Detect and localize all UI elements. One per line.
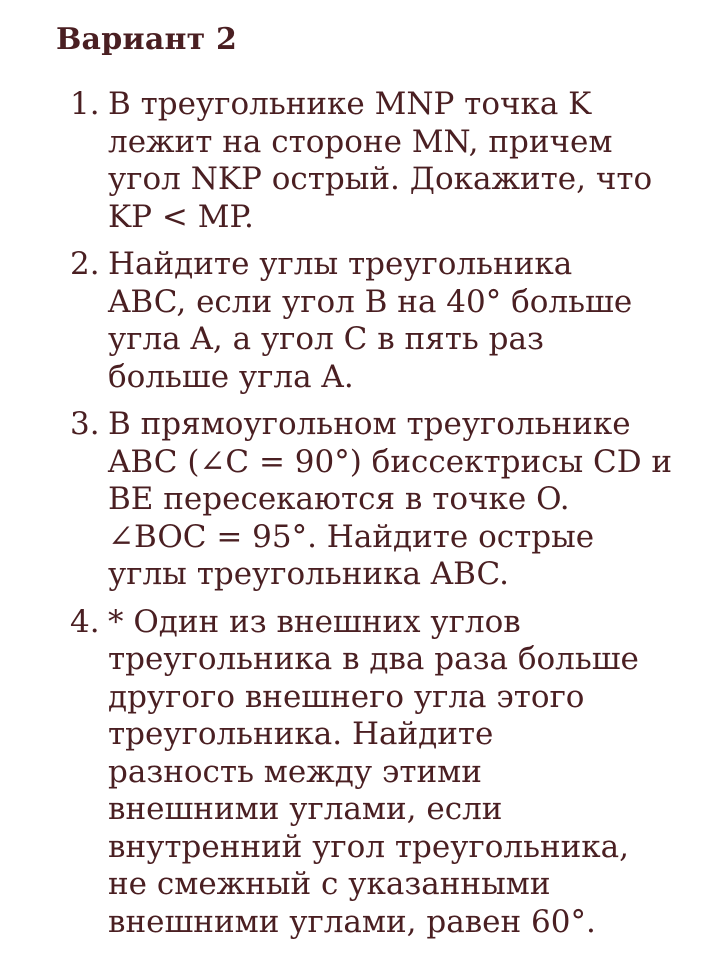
task-line: внешними углами, равен 60°. (108, 903, 596, 940)
task-line: треугольника. Найдите (108, 716, 494, 752)
task-item (70, 604, 720, 942)
task-line: * Один из внешних углов (108, 603, 521, 640)
task-line: не смежный с указанными (108, 866, 551, 902)
task-line: ABC, если угол B на 40° больше (108, 283, 633, 320)
task-line: больше угла A. (108, 358, 354, 395)
task-text (108, 246, 720, 396)
page-title: Вариант 2 (56, 22, 238, 57)
task-number: 3. (70, 406, 100, 442)
task-item (70, 246, 720, 396)
task-line: Найдите углы треугольника (108, 246, 573, 282)
task-number: 4. (70, 603, 100, 640)
task-text (108, 604, 720, 942)
task-line: угол NKP острый. Докажите, что (108, 161, 653, 197)
task-line: другого внешнего угла этого (108, 678, 585, 715)
task-line: В треугольнике MNP точка K (108, 86, 592, 122)
task-line: разность между этими (108, 753, 482, 790)
task-line: В прямоугольном треугольнике (108, 406, 631, 442)
task-line: BE пересекаются в точке O. (108, 481, 570, 517)
task-line: внешними углами, если (108, 791, 503, 827)
task-list (70, 86, 720, 951)
task-line: ∠BOC = 95°. Найдите острые (108, 518, 595, 555)
task-text (108, 86, 720, 236)
task-line: KP < MP. (108, 198, 254, 235)
task-item (70, 86, 720, 236)
task-text (108, 406, 720, 594)
task-line: треугольника в два раза больше (108, 641, 639, 677)
task-number: 1. (70, 86, 100, 122)
task-line: лежит на стороне MN, причем (108, 123, 613, 160)
task-line: внутренний угол треугольника, (108, 828, 629, 865)
task-line: ABC (∠C = 90°) биссектрисы CD и (108, 443, 673, 480)
task-line: угла A, а угол C в пять раз (108, 321, 544, 357)
task-item (70, 406, 720, 594)
task-line: углы треугольника ABC. (108, 556, 510, 592)
task-number: 2. (70, 246, 100, 282)
